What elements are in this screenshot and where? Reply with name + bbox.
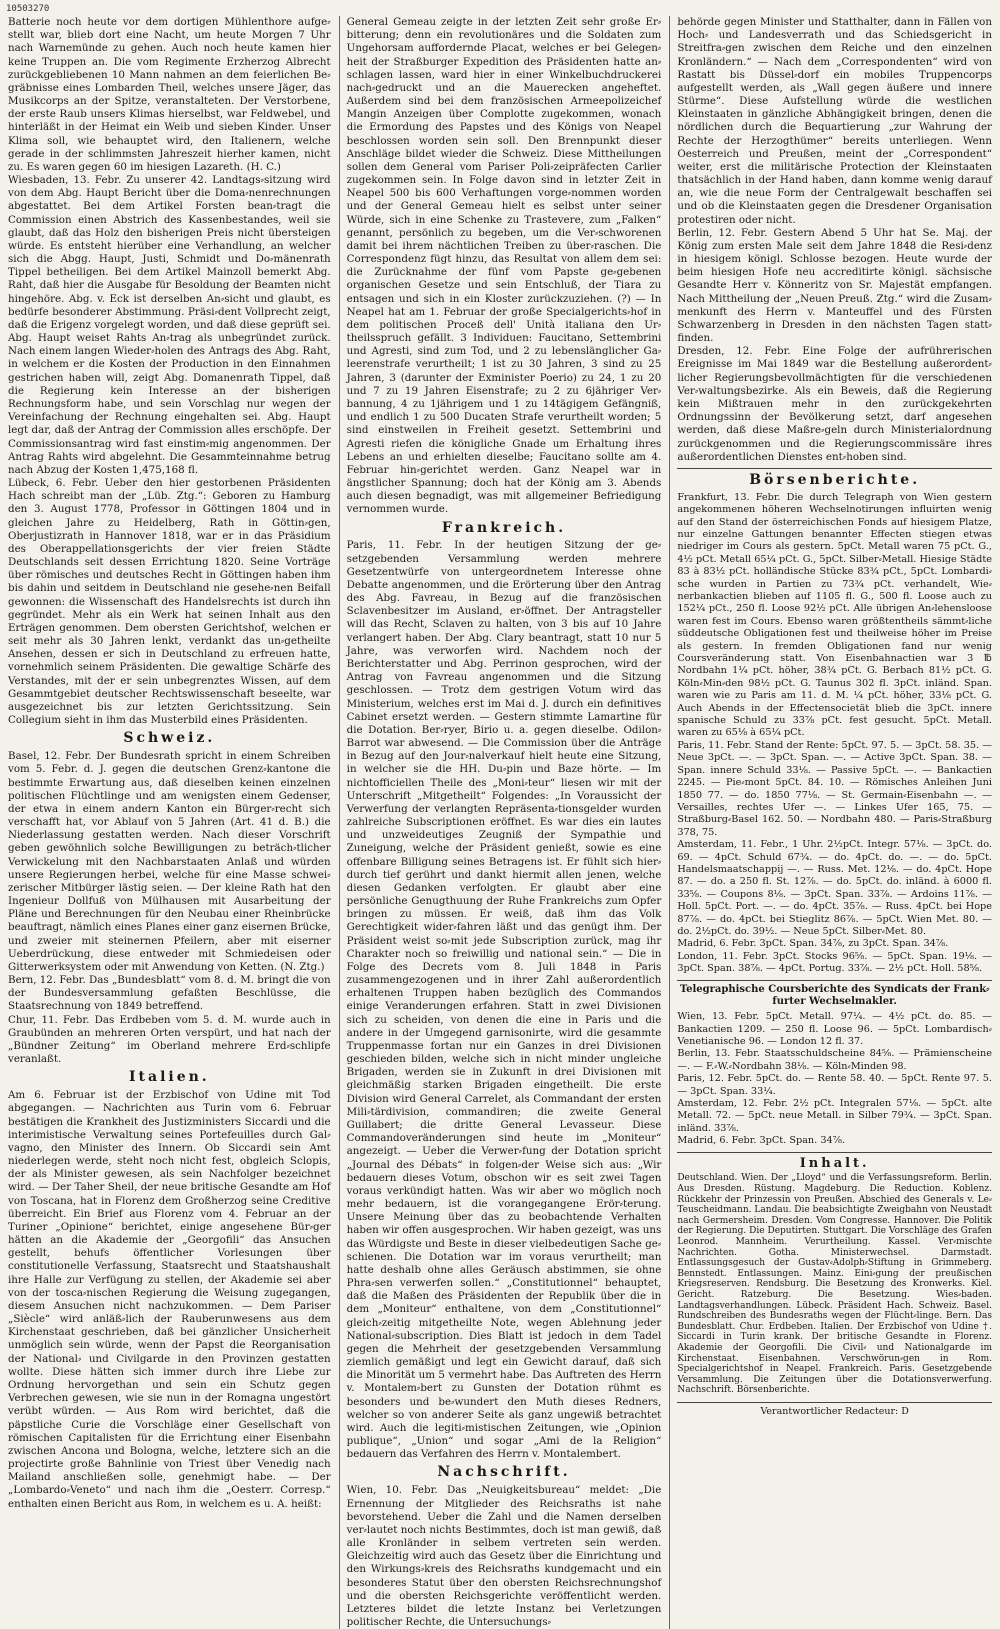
section-heading-boersenberichte: Börsenberichte. <box>749 471 921 488</box>
section-heading-italien: Italien. <box>128 1069 210 1086</box>
divider <box>677 980 992 981</box>
article-wien-continued: behörde gegen Minister und Statthalter, dann in Fällen von Hoch⸗ und Landesverrath und das Schiedsgericht in Streitfra⸗gen zwischen dem Reiche und den einzelnen Kronländern.“ — Nach dem „Correspondenten“ wird von Rastatt bis Düssel⸗dorf ein mobiles Truppencorps aufgestellt werden, als „Wall gegen äußere und innere Stürme“. Diese Aufstellung würde die westlichen Kleinstaaten in gänzliche Abhängigkeit bringen, denen die nördlichen durch die Bequartierung „zur Wahrung der Rechte der Herzogthümer“ bereits unterliegen. Wenn Oesterreich und Preußen, meint der „Correspondent“ weiter, erst die militärische Protection der Kleinstaaten thatsächlich in der Hand haben, dann komme wenig darauf an, wie die neue Form der Centralgewalt beschaffen sei und ob die Kleinstaaten gegen die Dresdener Organisation protestiren oder nicht. <box>677 16 992 226</box>
telegraph-amsterdam: Amsterdam, 12. Febr. 2½ pCt. Integralen 57⅛. — 5pCt. alte Metall. 72. — 5pCt. neue Metall. in Silber 79¾. — 3pCt. Span. inländ. 33⅞. <box>677 1098 992 1134</box>
editor-signature: Verantwortlicher Redacteur: D <box>677 1402 992 1418</box>
market-report-amsterdam: Amsterdam, 11. Febr., 1 Uhr. 2½pCt. Integr. 57⅛. — 3pCt. do. 69. — 4pCt. Schuld 67¾. — do. 4pCt. do. —. — do. 5pCt. Handelsmaatschappij —. — Russ. Met. 12⅛. — do. 4pCt. Hope 87. — do. a 250 fl. St. 12⅞. — do. 5pCt. do. inländ. à 6000 fl. 33⅝. — Coupons 8⅛. — 3pCt. Span. 33⅞. — Ardoins 11⅞. — Holl. 5pCt. Port. —. — do. 4pCt. 35⅞. — Russ. 4pCt. bei Hope 87⅞. — do. 4pCt. bei Stieglitz 86⅞. — 5pCt. Wien Met. 80. — do. 2½pCt. do. 39½. — Neue 5pCt. Silber⸗Met. 80. <box>677 839 992 937</box>
contents-list: Deutschland. Wien. Der „Lloyd“ und die Verfassungsreform. Berlin. Aus Dresden. Rüstung. Magdeburg. Die Reduction. Koblenz. Rückkehr der Prinzessin von Preußen. Abschied des Generals v. Le⸗Teuscheidmann. Landau. Die beabsichtigte Zweigbahn von Neustadt nach Germersheim. Dresden. Vom Congresse. Hannover. Die Politik der Regierung. Die Deputirten. Stuttgart. Die Vorschläge des Grafen Leonrod. Mannheim. Verurtheilung. Kassel. Ver⸗mischte Nachrichten. Gotha. Ministerwechsel. Darmstadt. Entlassungsgesuch der Gustav⸗Adolph⸗Stiftung in Grimmeberg. Bennstedt. Entlassungen. Mainz. Eini⸗gung der preußischen Kriegsreserven. Rendsburg. Die Besetzung des Kronwerks. Kiel. Gericht. Ratzeburg. Die Besetzung. Wies⸗baden. Landtagsverhandlungen. Lübeck. Präsident Hach. Schweiz. Basel. Rundschreiben des Bundesraths wegen der Flücht⸗linge. Bern. Das Bundesblatt. Chur. Erdbeben. Italien. Der Erzbischof von Udine †. Siccardi in Turin krank. Der britische Gesandte in Florenz. Akademie der Georgofili. Die Civil⸗ und Nationalgarde im Kirchenstaat. Eisenbahnen. Verschwörun⸗gen in Rom. Specialgerichtshof in Neapel. Frankreich. Paris. Gesetzgebende Versammlung. Die Zeitungen über die Dotationsverwerfung. Nachschrift. Börsenberichte. <box>677 1173 992 1396</box>
contents-heading: Inhalt. <box>799 1155 870 1171</box>
article-chur: Chur, 11. Febr. Das Erdbeben vom 5. d. M. wurde auch in Graubünden an mehreren Orten verspürt, und hat nach der „Bündner Zeitung“ im Oberland mehrere Erd⸗schlipfe veranlaßt. <box>8 1013 331 1066</box>
article-berlin: Berlin, 12. Febr. Gestern Abend 5 Uhr hat Se. Maj. der König zum ersten Male seit dem Jahre 1848 die Resi⸗denz in hiesigem königl. Schlosse bezogen. Heute wurde der beim hiesigen Hofe neu accreditirte königl. sächsische Gesandte Herr v. Könneritz von Sr. Majestät empfangen. Nach Mittheilung der „Neuen Preuß. Ztg.“ wird die Zusam⸗menkunft des Herrn v. Manteuffel und des Fürsten Schwarzenberg in Dresden in den nächsten Tagen statt⸗finden. <box>677 226 992 345</box>
telegraph-heading: Telegraphische Coursberichte des Syndicats der Frank⸗furter Wechselmakler. <box>679 983 990 1008</box>
section-heading-schweiz: Schweiz. <box>123 730 216 747</box>
telegraph-paris: Paris, 12. Febr. 5pCt. do. — Rente 58. 40. — 5pCt. Rente 97. 5. — 3pCt. Span. 33¼. <box>677 1073 992 1097</box>
article-wien: Wien, 10. Febr. Das „Neuigkeitsbureau“ meldet: „Die Ernennung der Mitglieder des Reichsraths ist nahe bevorstehend. Ueber die Zahl und die Namen derselben ver⸗lautet noch nichts Bestimmtes, doch ist man gewiß, daß alle Kronländer in selbem vertreten sein werden. Gleichzeitig wird auch das Gesetz über die Einrichtung und den Wirkungs⸗kreis des Reichsraths kundgemacht und ein besonderes Statut über den obersten Reichsrechnungshof und die obersten Reichsgerichte veröffentlicht werden. Letzteres bildet die letzte Instanz bei Verletzungen politischer Rechte, die Untersuchungs⸗ <box>346 1484 662 1629</box>
market-report-paris: Paris, 11. Febr. Stand der Rente: 5pCt. 97. 5. — 3pCt. 58. 35. — Neue 3pCt. —. — 3pCt. Span. —. — Active 3pCt. Span. 38. — Span. innere Schuld 33⅛. — Passive 5pCt. —. — Bankactien 2245. — Pie⸗mont 5pCt. 84. 10. — Römisches Anleihen Juni 1850 77. — do. 1850 77⅛. — St. Germain⸗Eisenbahn —. — Versailles, rechtes Ufer —. — Linkes Ufer 165, 75. — Straßburg⸗Basel 162. 50. — Nordbahn 480. — Paris⸗Straßburg 378, 75. <box>677 739 992 838</box>
market-report-madrid: Madrid, 6. Febr. 3pCt. Span. 34⅞, zu 3pCt. Span. 34⅞. <box>677 938 949 950</box>
section-heading-frankreich: Frankreich. <box>441 519 567 536</box>
divider <box>677 468 992 469</box>
page-identifier: 10503270 <box>6 4 50 14</box>
telegraph-wien: Wien, 13. Febr. 5pCt. Metall. 97¼. — 4½ pCt. do. 85. — Bankactien 1209. — 250 fl. Loose 96. — 5pCt. Lombardisch⸗Venetianische 96. — London 12 fl. 37. <box>677 1011 992 1047</box>
divider <box>677 1152 992 1153</box>
article-mecklenburg: Batterie noch heute vor dem dortigen Mühlenthore aufge⸗stellt war, blieb dort eine Nacht, um heute Morgen 7 Uhr nach Warnemünde zu gehen. Auch noch heute kamen hier keine Truppen an. Die vom Regimente Erzherzog Albrecht zurückgebliebenen 10 Mann nahmen an dem feierlichen Be⸗gräbnisse eines Lombarden Theil, welches unsere Jäger, das Musikcorps an der Spitze, veranstalteten. Der Verstorbene, der erste Raub unsers Klimas hierselbst, war Feldwebel, und hinterläßt in der Heimat ein Weib und sieben Kinder. Unser Klima soll, wie behauptet wird, den Italienern, welche gerade in der schlimmsten Jahreszeit hierher kamen, nicht zu. Es waren gegen 60 im hiesigen Lazareth. (H. C.) <box>8 16 331 173</box>
article-paris: Paris, 11. Febr. In der heutigen Sitzung der ge⸗setzgebenden Versammlung werden mehrere Gesetzentwürfe von untergeordnetem Interesse ohne Debatte angenommen, und die Erörterung über den Antrag des Abg. Favreau, in Bezug auf die französischen Sclavenbesitzer im Ausland, er⸗öffnet. Der Antragsteller will das Recht, Sclaven zu halten, von 3 bis auf 10 Jahre verlangert haben. Der Abg. Clary beantragt, statt 10 nur 5 Jahre, was verworfen wird. Nachdem noch der Berichterstatter und Abg. Perrinon gesprochen, wird der Antrag von Favreau angenommen und die Sitzung geschlossen. — Trotz dem gestrigen Votum wird das Ministerium, welches erst im Mai d. J. durch ein definitives Cabinet ersetzt werden. — Gestern stimmte Lamartine für die Dotation. Ber⸗ryer, Birio u. a. gegen dieselbe. Odilon⸗Barrot war abwesend. — Die Commission über die Anträge in Bezug auf den Jour⸗nalverkauf hielt heute eine Sitzung, in welcher sie die HH. Du⸗pin und Baze hörte. — Im nichtofficiellen Theile des „Moni⸗teur“ liesen wir mit der Unterschrift „Mitgetheilt“ Folgendes: „In Voraussicht der Verwerfung der verlangten Repräsenta⸗tionsgelder wurden zahlreiche Subscriptionen eröffnet. Es war dies ein lautes und unzweideutiges Zeugniß der Sympathie und Zuneigung, welche der Präsident genießt, sowie es eine offenbare Billigung seines Betragens ist. Er fühlt sich hier⸗durch tief gerührt und dankt hiermit allen jenen, welche diesen Gedanken verfolgten. Er glaubt aber eine persönliche Genugthuung der Ruhe Frankreichs zum Opfer bringen zu müssen. Er weiß, daß ihm das Volk Gerechtigkeit wider⸗fahren läßt und das genügt ihm. Der Präsident weist so⸗mit jede Subscription zurück, mag ihr Charakter noch so freiwillig und national sein.“ — Die in Folge des Decrets vom 8. Juli 1848 in Paris zusammengezogenen und in ihrer Zahl außerordentlich erhaltenen Truppen haben bezüglich des Commandos einige Veranderungen erfahren. Statt in zwei Divisionen sich zu scheiden, von denen die eine in Paris und die andere in der Umgegend garnisonirte, wird die gesammte Truppenmasse fortan nur ein Ganzes in drei Divisionen geschieden bilden, welche sich in nicht minder ungleiche Brigaden, werden sie in Zukunft in drei Divisionen mit gleichmäßig starken Brigaden eingetheilt. Die erste Division wird General Carrelet, als Commandant der ersten Mili⸗tärdivision, commandiren; die zweite General Guillabert; die dritte General Levasseur. Diese Commandoveränderungen sind heute im „Moniteur“ angezeigt. — Ueber die Verwer⸗fung der Dotation spricht „Journal des Débats“ in folgen⸗der Weise sich aus: „Wir bedauern dieses Votum, obschon wir es seit zwei Tagen voraus verkündigt hatten. Was wir aber wo möglich noch mehr bedauern, ist die vorangegangene Erör⸗terung. Unsere Meinung über das zu beobachtende Verhalten haben wir offen ausgesprochen. Wir haben gezeigt, was uns das Würdigste und Beste in dieser vielbedeutigen Sache ge⸗schienen. Die Dotation war im voraus verurtheilt; man hatte deshalb ohne alles Geräusch abstimmen, sie ohne Phra⸗sen verwerfen sollen.“ „Constitutionnel“ behauptet, daß die Maßen des Präsidenten der Republik über die in dem „Moniteur“ enthaltene, von dem „Constitutionnel“ gleich⸗zeitig mitgetheilte Note, wegen Ablehnung jeder National⸗subscription. Dies Blatt ist jedoch in dem Tadel gegen die Mehrheit der gesetzgebenden Versammlung ziemlich gemäßigt und legt ein Gewicht darauf, daß sich die Minorität um 5 vermehrt habe. Das Auftreten des Herrn v. Montalem⸗bert zu Gunsten der Dotation rühmt es besonders und be⸗wundert den Muth dieses Redners, welcher so von anderer Seite als ganz ungewiß betrachtet wird. Auch die legiti⸗mistischen Zeitungen, wie „Opinion publique“, „Union“ und sogar „Ami de la Religion“ bedauern das Verfahren des Herrn v. Montalembert. <box>346 539 662 1461</box>
telegraph-madrid: Madrid, 6. Febr. 3pCt. Span. 34⅞. <box>677 1135 846 1147</box>
article-wiesbaden: Wiesbaden, 13. Febr. Zu unserer 42. Landtags⸗sitzung wird von dem Abg. Haupt Bericht über die Doma⸗nenrechnungen abgestattet. Bei dem Artikel Forsten bean⸗tragt die Commission einen Abstrich des Kassenbestandes, weil sie glaubt, daß das Holz den bisherigen Preis nicht übersteigen würde. Es entsteht hierüber eine Verhandlung, an welcher sich die Abgg. Haupt, Justi, Schmidt und Do⸗mänenrath Tippel betheiligen. Bei dem Artikel Mainzoll bemerkt Abg. Raht, daß hier die Ausgabe für Besoldung der Beamten nicht hingehöre. Abg. v. Eck ist derselben An⸗sicht und glaubt, es bedürfe besonderer Abstimmung. Präsi⸗dent Vollprecht zeigt, daß die Erigenz vorgelegt worden, und daß diese geprüft sei. Abg. Haupt weiset Rahts An⸗trag als unbegründet zurück. Nach einem langen Wieder⸗holen des Antrags des Abg. Raht, in welchem er die Kosten der Production in den Einnahmen gestrichen haben will, zeigt Abg. Domanenrath Tippel, daß die Regierung kein Interesse an der bisherigen Rechnungsform habe, und sein Vorschlag nur wegen der Vereinfachung der Rechnung eingehalten sei. Abg. Haupt legt dar, daß der Antrag der Commission alles erschöpfe. Der Commissionsantrag wird fast einstim⸗mig angenommen. Der Antrag Rahts wird abgelehnt. Die Gesammteinnahme betrug nach Abzug der Kosten 1,475,168 fl. <box>8 174 331 476</box>
article-rom-continued: General Gemeau zeigte in der letzten Zeit sehr große Er⸗bitterung; denn ein revolutionäres und die Soldaten zum Ungehorsam auffordernde Placat, welches er bei Gelegen⸗heit der Straßburger Expedition des Präsidenten hatte an⸗schlagen lassen, ward hier in einer Winkelbuchdruckerei nach⸗gedruckt und an die Mauerecken angeheftet. Außerdem sind bei dem französischen Armeepolizeichef Mangin Anzeigen über Complotte zugekommen, wonach die Ermordung des Papstes und des Königs von Neapel beschlossen worden sein soll. Den Brennpunkt dieser Anschläge bildet wieder die Schweiz. Diese Mittheilungen sollen dem General vom Pariser Poli⸗zeipräfecten Carlier zugekommen sein. In Folge davon sind in letzter Zeit in Neapel 500 bis 600 Verhaftungen vorge⸗nommen worden und der General Gemeau hielt es selbst unter seiner Würde, sich in eine Schenke zu Trastevere, zum „Falken“ genannt, persönlich zu begeben, um die Ver⸗schworenen damit bei ihrem nächtlichen Treiben zu über⸗raschen. Die Correspondenz fügt hinzu, das Resultat von allem dem sei: die Zurücknahme der fünf vom Papste ge⸗gebenen organischen Gesetze und sein Entschluß, der Tiara zu entsagen und sich in ein Kloster zurückzuziehen. (?) — In Neapel hat am 1. Februar der große Specialgerichts⸗hof in dem politischen Proceß dell' Unità italiana den Ur⸗theilsspruch gefällt. 3 Individuen: Faucitano, Settembrini und Agresti, sind zum Tod, und 2 zu lebenslänglicher Ga⸗leerenstrafe verurtheilt; 1 ist zu 30 Jahren, 3 sind zu 25 Jahren, 3 (darunter der Exminister Poerio) zu 24, 1 zu 20 und 7 zu 19 Jahren Eisenstrafe; zu 2 zu 6jähriger Ver⸗bannung, 4 zu 1jährigem und 1 zu 14tägigem Gefängniß, und endlich 1 zu 500 Ducaten Strafe verurtheilt worden; 5 sind einstweilen in Freiheit gesetzt. Settembrini und Agresti riefen die königliche Gnade um Erhaltung ihres Lebens an und erhielten dieselbe; Faucitano sollte am 4. Februar hin⸗gerichtet werden. Ganz Neapel war in ängstlicher Spannung; doch hat der König am 3. Abends auch diesen begnadigt, was mit allgemeiner Befriedigung vernommen wurde. <box>346 16 662 516</box>
column-1 <box>8 16 331 1629</box>
article-luebeck: Lübeck, 6. Febr. Ueber den hier gestorbenen Präsidenten Hach schreibt man der „Lüb. Ztg.“: Geboren zu Hamburg den 3. August 1778, Professor in Göttingen 1804 und in gleichen Jahre zu Heidelberg, Rath in Göttin⸗gen, Oberjustizrath in Hannover 1818, war er in das Präsidium des Oberappellationsgerichts der vier freien Städte Deutschlands seit dessen Errichtung 1820. Seine Vorträge über römisches und deutsches Recht in Göttingen haben ihm bis dahin und seitdem in Deutschland nie gesehe⸗nen Beifall gewonnen: die Wissenschaft des Handelsrechts ist durch ihn gegründet. Mehr als ein Werk hat seinen Inhalt aus den Erträgen genommen. Dem obersten Gerichtshof, welchen er seit mehr als 30 Jahren lenkt, verdankt das un⸗getheilte Ansehen, dessen er sich in Deutschland zu erfreuen hatte, vornehmlich seinem Präsidenten. Die gewaltige Schärfe des Verstandes, mit der er sein unbegrenztes Wissen, auf dem Gesammtgebiet deutscher Rechtswissenschaft beseelte, war ausgezeichnet bis zur letzten Gerichtssitzung. Sein Collegium sieht in ihm das Musterbild eines Präsidenten. <box>8 477 331 727</box>
market-report-frankfurt: Frankfurt, 13. Febr. Die durch Telegraph von Wien gestern angekommenen höheren Wechselnotirungen influirten wenig auf den Stand der österreichischen Fonds auf hiesigem Platze, nur einzelne Gattungen benannter Effecten stiegen etwas niedriger im Cours als gestern. 5pCt. Metall waren 75 pCt. G., 4½ pCt. Metall 65¼ pCt. G., 5pCt. Silber⸗Metall. Hiesige Städte 83 à 83½ pCt. holländische Stücke 83¾ pCt., 5pCt. Lombardi⸗sche wurden in Partien zu 73¾ pCt. verhandelt, Wie⸗nerbankactien blieben auf 1105 fl. G., 500 fl. Loose auch zu 152¼ pCt., 250 fl. Loose 92½ pCt. Alle übrigen An⸗lehensloose waren fest im Cours. Ebenso waren größtentheils sämmt⸗liche süddeutsche Obligationen fest und theilweise höher im Preise als gestern. In fremden Obligationen fand nur wenig Coursveränderung statt. Von Eisenbahnactien war 3 ℔ Nordbahn 1¼ pCt. höher, 38¾ pCt. G. Berbach 81½ pCt. G. Köln⸗Min⸗den 98½ pCt. G. Taunus 302 fl. 3pCt. inländ. Span. waren wie zu Paris am 11. d. M. ¼ pCt. höher, 33⅛ pCt. G. Auch Abends in der Effectensocietät blieb die 3pCt. innere spanische Schuld zu 33⅞ pCt. fest gesucht. 5pCt. Metall. waren zu 65⅛ à 65¼ pCt. <box>677 491 992 739</box>
column-3 <box>669 16 992 1629</box>
article-dresden: Dresden, 12. Febr. Eine Folge der aufrührerischen Ereignisse im Mai 1849 war die Bestellung außerordent⸗licher Regierungsbevollmächtigten für die verschiedenen Ver⸗waltungsbezirke. Als ein Beweis, daß die Regierung kein Mißtrauen mehr in den zurückgekehrten Ordnungssinn der Bevölkerung setzt, darf angesehen werden, daß diese Maßre⸗geln durch Ministerialordnung zurückgenommen und die Regierungscommissäre ihres außerordentlichen Dienstes ent⸗hoben sind. <box>677 345 992 463</box>
article-basel: Basel, 12. Febr. Der Bundesrath spricht in einem Schreiben vom 5. Febr. d. J. gegen die deutschen Grenz⸗kantone die bestimmte Erwartung aus, daß dieselben keinen einzelnen politischen Flüchtlinge und am wenigsten einem Gedenser, der etwa in einem andern Kanton ein Bürger⸗recht sich verschafft hat, vor Ablauf von 5 Jahren (Art. 41 d. B.) die Niederlassung gestatten werden. Nach dieser Vorschrift geben gewöhnlich solche Bewilligungen zu beträch⸗tlicher Verwickelung mit den Nachbarstaaten Anlaß und würden unsere Regierungen herbei, welche für eine Masse schwei⸗zerischer Mitbürger lästig seien. — Der kleine Rath hat den Ingenieur Dollfuß von Mülhausen mit Ausarbeitung der Pläne und Berechnungen für den Neubau einer Rheinbrücke beauftragt, nämlich eines Planes einer ganz eisernen Brücke, und zweier mit steinernen Pfeilern, aber mit eiserner Ueberdrückung, diese entweder mit Schmiedeisen oder Gitterwerksystem oder mit Anwendung von Ketten. (N. Ztg.) <box>8 750 331 973</box>
newspaper-columns <box>8 16 992 1629</box>
section-heading-nachschrift: Nachschrift. <box>437 1464 571 1481</box>
article-italien: Am 6. Februar ist der Erzbischof von Udine mit Tod abgegangen. — Nachrichten aus Turin vom 6. Februar bestätigen die Krankheit des Justizministers Siccardi und die interimistische Verwaltung seines Portefeuilles durch Gal⸗vagno, den Minister des Innern. Ob Siccardi sein Amt niederlegen werde, steht noch nicht fest, obgleich Sclopis, der als Minister gewesen, als sein Nachfolger bezeichnet wird. — Der Taher Sheil, der neue britische Gesandte am Hof von Toscana, hat in Florenz dem Großherzog seine Creditive überreicht. Ein Brief aus Florenz vom 4. Februar an der Turiner „Opinione“ berichtet, einige angesehene Bür⸗ger hätten an die Akademie der „Georgofili“ das Ansuchen gestellt, behufs öffentlicher Vorlesungen über constitutionelle Verfassung, Staatsrecht und Staatshaushalt ihre Halle zur Verfügung zu stellen, der Akademie sei aber von der tosca⸗nischen Regierung die Weisung zugegangen, diesem Ansuchen nicht nachzukommen. — Dem Pariser „Siècle“ wird anläß⸗lich der Rauberunwesens aus dem Kirchenstaat geschrieben, daß bei gänzlicher Unsicherheit unmöglich sein würde, wenn der Papst die Reorganisation der National⸗ und Civilgarde in den Provinzen gestatten wollte. Diese hätten sich immer durch ihre Liebe zur Ordnung hervorgethan und sein ein Schutz gegen Verbrechen gewesen, wie sie nun in der Romagna ungestört verübt würden. — Aus Rom wird berichtet, daß die päpstliche Curie die Vorschläge einer Gesellschaft von römischen Capitalisten für die Errichtung einer Eisenbahn zwischen Ancona und Bologna, welche, letztere sich an die projectirte große Bahnlinie von Triest über Venedig nach Mailand anschließen solle, genehmigt habe. — Der „Lombardo⸗Veneto“ und nach ihm die „Oesterr. Corresp.“ enthalten einen Bericht aus Rom, in welchem es u. A. heißt: <box>8 1089 331 1510</box>
market-report-london: London, 11. Febr. 3pCt. Stocks 96⅝. — 5pCt. Span. 19⅛. — 3pCt. Span. 38⅞. — 4pCt. Portug. 33⅞. — 2½ pCt. Holl. 58⅝. <box>677 950 992 975</box>
telegraph-berlin: Berlin, 13. Febr. Staatsschuldscheine 84⅝. — Prämienscheine —. — F.⸗W.⸗Nordbahn 38⅛. — Köln⸗Minden 98. <box>677 1048 992 1072</box>
article-bern: Bern, 12. Febr. Das „Bundesblatt“ vom 8. d. M. bringt die von der Bundesversammlung gefaßten Beschlüsse, die Staatsrechnung von 1849 betreffend. <box>8 974 331 1013</box>
column-2 <box>339 16 662 1629</box>
